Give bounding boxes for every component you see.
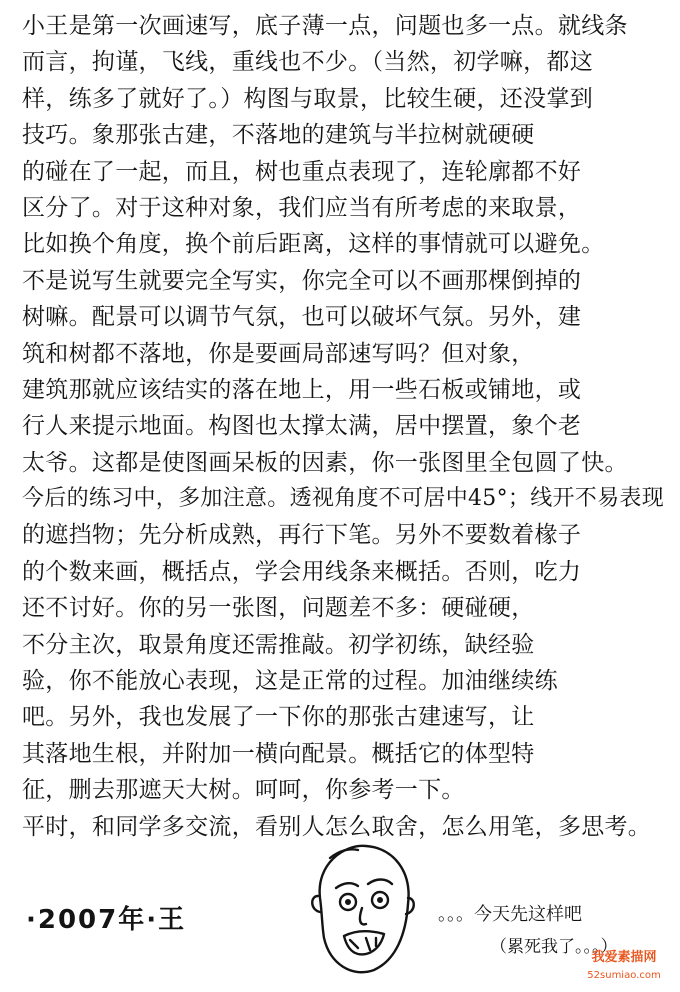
watermark-url: 52sumiao.com: [587, 970, 661, 981]
letter-line-21: 其落地生根，并附加一横向配景。概括它的体型特: [22, 740, 535, 767]
letter-line-9: 树嘛。配景可以调节气氛，也可以破坏气氛。另外，建: [22, 304, 582, 331]
letter-line-4: 技巧。象那张古建，不落地的建筑与半拉树就硬硬: [22, 122, 535, 149]
letter-line-14: 今后的练习中，多加注意。透视角度不可居中45°；线开不易表现: [22, 486, 664, 512]
letter-line-16: 的个数来画，概括点，学会用线条来概括。否则，吃力: [22, 558, 582, 585]
letter-line-12: 行人来提示地面。构图也太撑太满，居中摆置，象个老: [22, 413, 582, 440]
watermark-site-name: 我爱素描网: [591, 950, 657, 965]
letter-line-13: 太爷。这都是使图画呆板的因素，你一张图里全包圆了快。: [22, 449, 628, 476]
letter-line-6: 区分了。对于这种对象，我们应当有所考虑的来取景，: [22, 194, 582, 221]
cartoon-face-icon: [300, 838, 424, 988]
sign-off-note: 。。。今天先这样吧: [438, 904, 582, 925]
letter-line-7: 比如换个角度，换个前后距离，这样的事情就可以避免。: [22, 231, 605, 258]
handwritten-letter: [22, 8, 670, 845]
sign-off-aside: （累死我了。。。）: [490, 937, 618, 957]
letter-line-17: 还不讨好。你的另一张图，问题差不多：硬碰硬，: [22, 595, 535, 622]
letter-line-23: 平时，和同学多交流，看别人怎么取舍，怎么用笔，多思考。: [22, 813, 652, 840]
letter-line-10: 筑和树都不落地，你是要画局部速写吗？但对象，: [22, 340, 535, 367]
letter-line-3: 样，练多了就好了。）构图与取景，比较生硬，还没掌到: [22, 85, 593, 112]
letter-line-15: 的遮挡物；先分析成熟，再行下笔。另外不要数着椽子: [22, 522, 582, 549]
letter-line-8: 不是说写生就要完全写实，你完全可以不画那棵倒掉的: [22, 267, 582, 294]
signature: ·2007年·王: [26, 905, 187, 935]
letter-line-2: 而言，拘谨，飞线，重线也不少。（当然，初学嘛，都这: [22, 49, 593, 76]
letter-line-11: 建筑那就应该结实的落在地上，用一些石板或铺地，或: [22, 376, 582, 403]
letter-line-18: 不分主次，取景角度还需推敲。初学初练，缺经验: [22, 631, 535, 658]
letter-line-22: 征，删去那遮天大树。呵呵，你参考一下。: [22, 777, 465, 804]
letter-line-1: 小王是第一次画速写，底子薄一点，问题也多一点。就线条: [22, 13, 628, 39]
letter-line-5: 的碰在了一起，而且，树也重点表现了，连轮廓都不好: [22, 158, 582, 185]
letter-line-19: 验，你不能放心表现，这是正常的过程。加油继续练: [22, 668, 558, 695]
site-watermark: [576, 948, 672, 988]
letter-line-20: 吧。另外，我也发展了一下你的那张古建速写，让: [22, 704, 535, 731]
